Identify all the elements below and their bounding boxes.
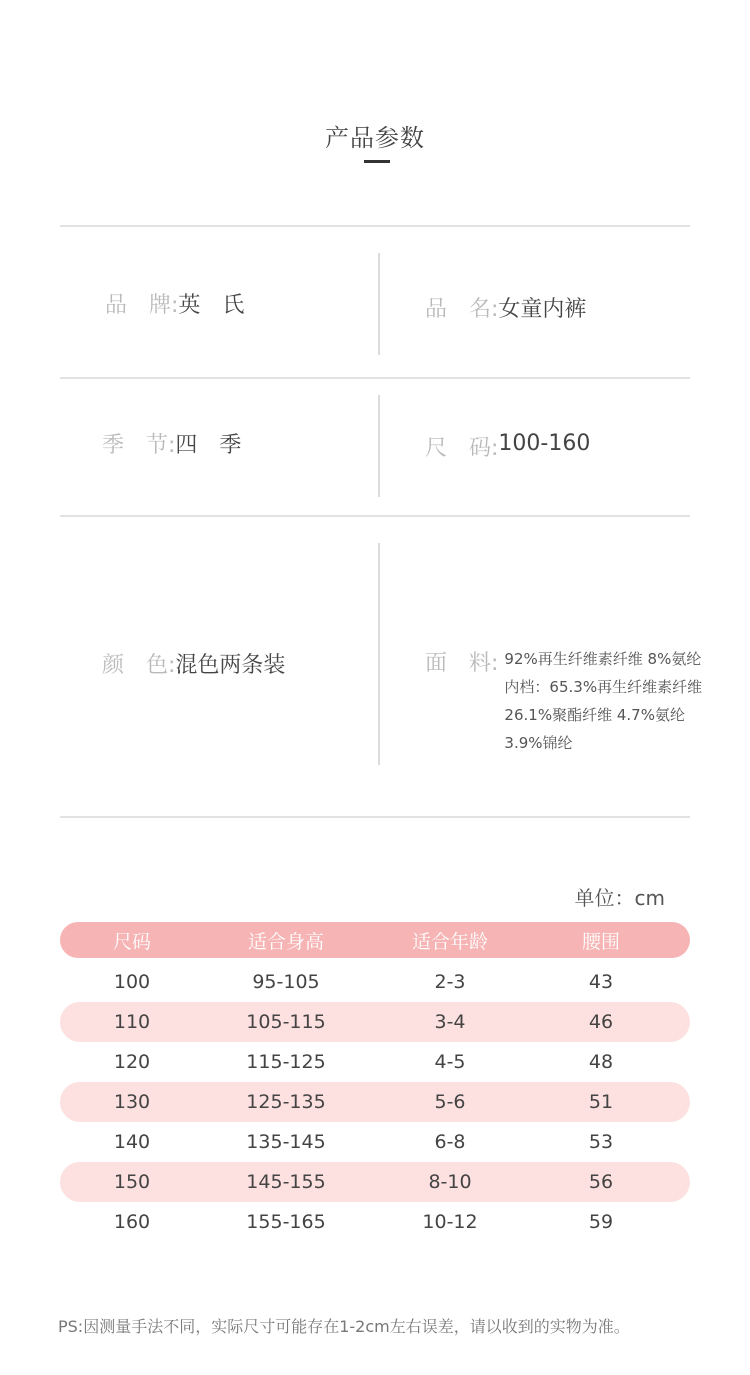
fabric-line: 26.1%聚酯纤维 4.7%氨纶 [504, 706, 685, 724]
divider [60, 225, 690, 227]
cell-size: 110 [113, 1011, 151, 1033]
fabric-label: 面 料: [425, 651, 499, 676]
brand-cell [105, 288, 244, 319]
size-value: 100-160 [498, 431, 591, 456]
cell-age: 4-5 [434, 1051, 466, 1073]
divider [60, 816, 690, 818]
table-header [60, 922, 690, 958]
table-row [60, 962, 690, 1002]
brand-value: 英 氏 [178, 293, 245, 318]
column-divider [378, 253, 380, 355]
cell-size: 160 [113, 1211, 151, 1233]
product-name-label: 品 名: [425, 297, 499, 322]
column-divider [378, 543, 380, 765]
cell-size: 130 [113, 1091, 151, 1113]
cell-height: 95-105 [252, 971, 320, 993]
cell-height: 115-125 [246, 1051, 326, 1073]
table-row [60, 1082, 690, 1122]
cell-size: 120 [113, 1051, 151, 1073]
header-height: 适合身高 [247, 930, 325, 953]
table-row [60, 1002, 690, 1042]
cell-age: 2-3 [434, 971, 466, 993]
cell-waist: 48 [588, 1051, 614, 1073]
header-waist: 腰围 [581, 930, 621, 953]
cell-waist: 51 [588, 1091, 614, 1113]
cell-age: 3-4 [434, 1011, 466, 1033]
cell-size: 100 [113, 971, 151, 993]
size-cell [425, 431, 590, 462]
color-cell [102, 648, 285, 679]
column-divider [378, 395, 380, 497]
measurement-note: PS:因测量手法不同，实际尺寸可能存在1-2cm左右误差，请以收到的实物为准。 [58, 1317, 630, 1336]
season-value: 四 季 [175, 433, 242, 458]
fabric-line: 内档：65.3%再生纤维素纤维 [504, 678, 703, 696]
cell-age: 6-8 [434, 1131, 466, 1153]
cell-age: 8-10 [428, 1171, 472, 1193]
cell-height: 105-115 [246, 1011, 326, 1033]
cell-waist: 59 [588, 1211, 614, 1233]
divider [60, 515, 690, 517]
season-cell [102, 428, 241, 459]
cell-age: 5-6 [434, 1091, 466, 1113]
product-name-value: 女童内裤 [498, 297, 587, 322]
page-title: 产品参数 [325, 124, 425, 152]
unit-label: 单位：cm [574, 886, 665, 910]
fabric-composition [504, 645, 702, 757]
size-label: 尺 码: [425, 436, 499, 461]
fabric-cell [425, 646, 702, 757]
brand-label: 品 牌: [105, 293, 179, 318]
header-size: 尺码 [112, 930, 152, 953]
season-label: 季 节: [102, 433, 176, 458]
fabric-line: 92%再生纤维素纤维 8%氨纶 [504, 650, 702, 668]
title-underline [364, 160, 390, 163]
fabric-line: 3.9%锦纶 [504, 734, 573, 752]
table-row [60, 1122, 690, 1162]
cell-age: 10-12 [422, 1211, 478, 1233]
cell-height: 155-165 [246, 1211, 326, 1233]
cell-height: 145-155 [246, 1171, 326, 1193]
product-name-cell [425, 292, 586, 323]
cell-waist: 46 [588, 1011, 614, 1033]
table-row [60, 1162, 690, 1202]
table-row [60, 1202, 690, 1242]
color-label: 颜 色: [102, 653, 176, 678]
table-row [60, 1042, 690, 1082]
size-table [60, 922, 690, 1242]
cell-waist: 43 [588, 971, 614, 993]
cell-waist: 53 [588, 1131, 614, 1153]
cell-size: 140 [113, 1131, 151, 1153]
cell-height: 135-145 [246, 1131, 326, 1153]
cell-height: 125-135 [246, 1091, 326, 1113]
divider [60, 377, 690, 379]
header-age: 适合年龄 [411, 930, 489, 953]
color-value: 混色两条装 [175, 653, 286, 678]
cell-size: 150 [113, 1171, 151, 1193]
cell-waist: 56 [588, 1171, 614, 1193]
